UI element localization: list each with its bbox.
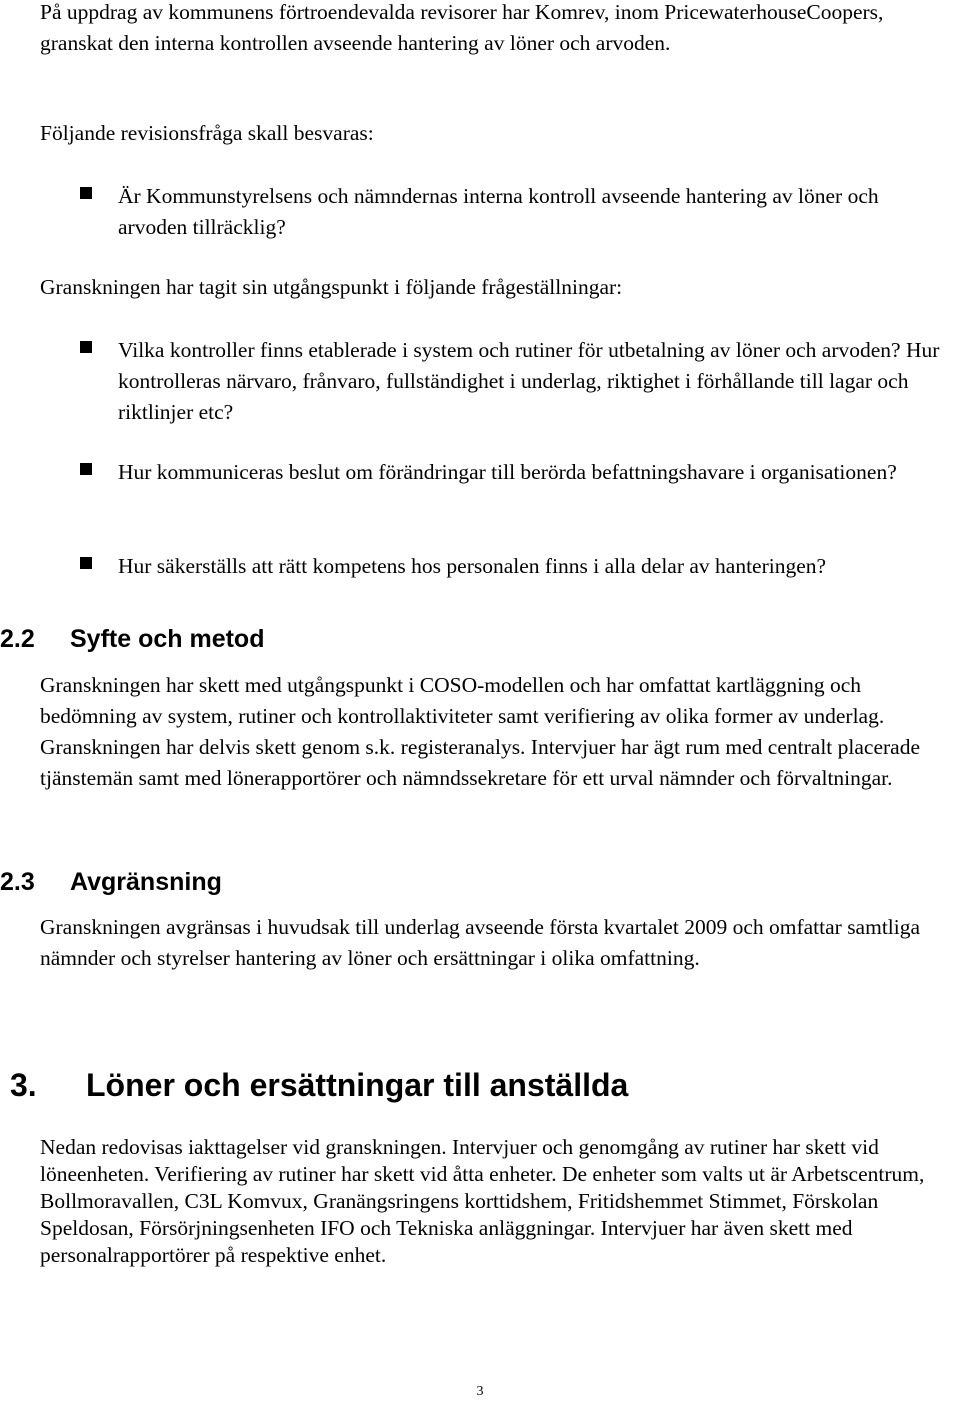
section-number: 3. — [10, 1067, 37, 1103]
section-title: Avgränsning — [70, 868, 222, 896]
issue-text: Vilka kontroller finns etablerade i system och rutiner för utbetalning av löner och arvoden? Hur kontrolleras närvaro, frånvaro, fullständighet i underlag, riktighet i förhållande till lagar och riktlinjer etc? — [118, 338, 940, 424]
section-heading-2-2 — [0, 624, 264, 654]
section-number: 2.3 — [0, 868, 35, 896]
section-title: Syfte och metod — [70, 625, 265, 653]
question-text: Är Kommunstyrelsens och nämndernas interna kontroll avseende hantering av löner och arvoden tillräcklig? — [118, 184, 879, 239]
intro-paragraph: På uppdrag av kommunens förtroendevalda revisorer har Komrev, inom PricewaterhouseCoopers, granskat den interna kontrollen avseende hantering av löner och arvoden. — [40, 0, 884, 55]
section-2-3-paragraph: Granskningen avgränsas i huvudsak till underlag avseende första kvartalet 2009 och omfattar samtliga nämnder och styrelser hantering av löner och ersättningar i olika omfattning. — [40, 915, 921, 970]
square-bullet-icon — [80, 557, 92, 569]
section-3-paragraph: Nedan redovisas iakttagelser vid granskningen. Intervjuer och genomgång av rutiner har skett vid löneenheten. Verifiering av rutiner har skett vid åtta enheter. De enheter som valts ut är Arbetscentrum, Bollmoravallen, C3L Komvux, Granängsringens korttidshem, Fritidshemmet Stimmet, Förskolan Speldosan, Försörjningsenheten IFO och Tekniska anläggningar. Intervjuer har även skett med personalrapportörer på respektive enhet. — [40, 1135, 925, 1267]
section-2-2-paragraph: Granskningen har skett med utgångspunkt i COSO-modellen och har omfattat kartläggning och bedömning av system, rutiner och kontrollaktiviteter samt verifiering av olika former av underlag. Granskningen har delvis skett genom s.k. registeranalys. Intervjuer har ägt rum med centralt placerade tjänstemän samt med lönerapportörer och nämndssekretare för ett urval nämnder och förvaltningar. — [40, 673, 920, 790]
issue-text: Hur kommuniceras beslut om förändringar till berörda befattningshavare i organisationen? — [118, 460, 897, 484]
square-bullet-icon — [80, 463, 92, 475]
section-heading-3 — [10, 1065, 628, 1105]
issue-text: Hur säkerställs att rätt kompetens hos personalen finns i alla delar av hanteringen? — [118, 554, 827, 578]
square-bullet-icon — [80, 187, 92, 199]
section-heading-2-3 — [0, 867, 222, 897]
page-number: 3 — [476, 1384, 484, 1399]
question-intro: Följande revisionsfråga skall besvaras: — [40, 121, 374, 145]
section-number: 2.2 — [0, 625, 35, 653]
square-bullet-icon — [80, 341, 92, 353]
issues-intro: Granskningen har tagit sin utgångspunkt i följande frågeställningar: — [40, 275, 623, 299]
section-title: Löner och ersättningar till anställda — [86, 1067, 629, 1103]
